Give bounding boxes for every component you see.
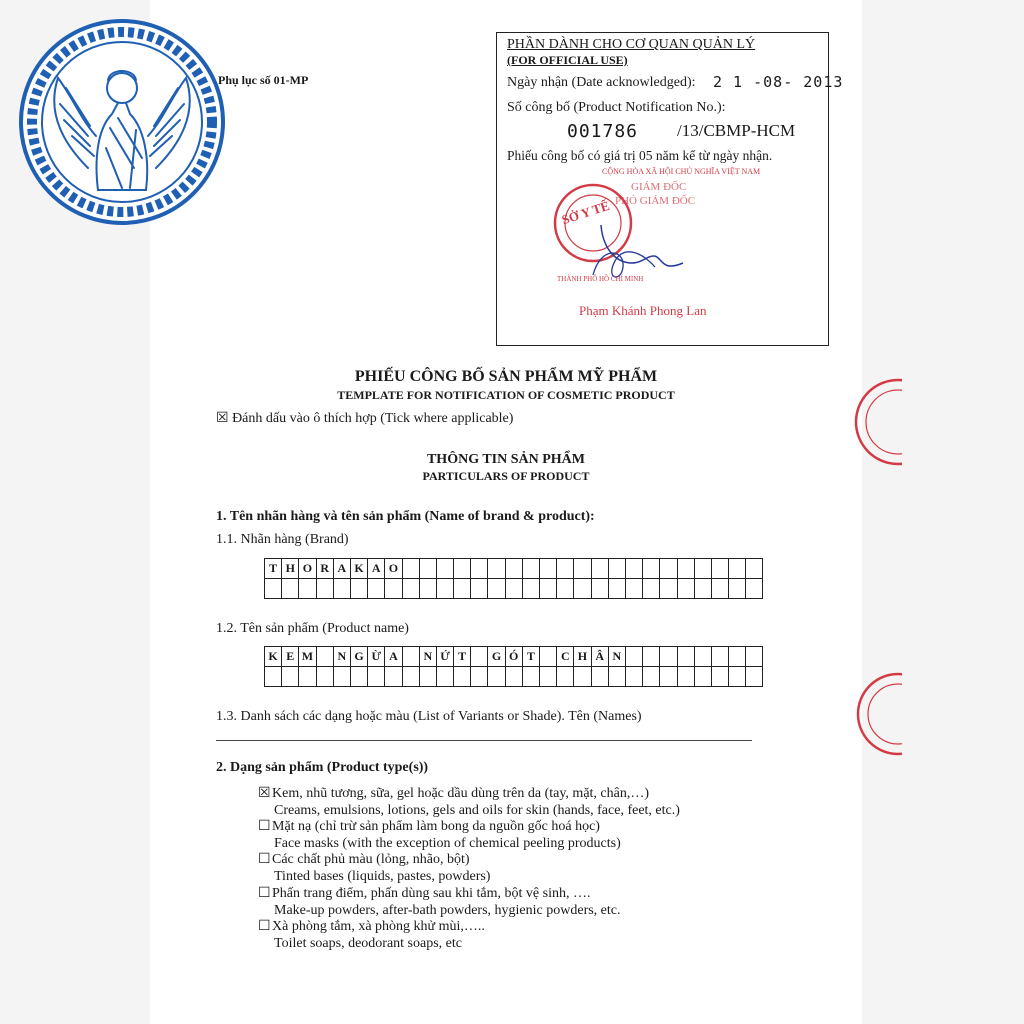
product-cell	[540, 647, 557, 667]
brand-cell: R	[316, 559, 333, 579]
product-type-en: Face masks (with the exception of chemical peeling products)	[274, 836, 621, 851]
tick-note	[216, 410, 513, 427]
section-title: THÔNG TIN SẢN PHẨM	[426, 452, 586, 467]
product-cell: Ứ	[436, 647, 453, 667]
product-type-en: Tinted bases (liquids, pastes, powders)	[274, 869, 491, 884]
seal-center-text: SỞ Y TẾ	[559, 197, 612, 228]
brand-row-1	[265, 559, 763, 579]
checkbox-icon[interactable]: ☐	[258, 819, 271, 834]
annex-label: Phụ lục số 01-MP	[218, 73, 309, 87]
product-cell	[316, 647, 333, 667]
product-cell: N	[333, 647, 350, 667]
brand-cell: A	[368, 559, 385, 579]
product-cell: Ó	[505, 647, 522, 667]
seal-ring-text: CỘNG HÒA XÃ HỘI CHỦ NGHĨA VIỆT NAM	[602, 167, 761, 176]
brand-cell: K	[350, 559, 367, 579]
product-cell: T	[454, 647, 471, 667]
product-label: 1.2. Tên sản phẩm (Product name)	[216, 621, 409, 636]
brand-row-2	[265, 579, 763, 599]
tick-note-text: Đánh dấu vào ô thích hợp (Tick where applicable)	[232, 411, 514, 426]
product-row-2	[265, 667, 763, 687]
brand-cell: A	[333, 559, 350, 579]
product-cell: Ừ	[368, 647, 385, 667]
q2-heading: 2. Dạng sản phẩm (Product type(s))	[216, 760, 429, 775]
product-type-en: Toilet soaps, deodorant soaps, etc	[274, 936, 462, 951]
variants-label: 1.3. Danh sách các dạng hoặc màu (List of Variants or Shade). Tên (Names)	[216, 709, 642, 724]
brand-cell: O	[385, 559, 402, 579]
product-type-item	[258, 785, 680, 819]
date-acknowledged-label: Ngày nhận (Date acknowledged):	[507, 75, 696, 90]
signer-title: GIÁM ĐỐC	[631, 181, 687, 193]
product-cell: G	[488, 647, 505, 667]
product-row-1	[265, 647, 763, 667]
brand-cell: H	[282, 559, 299, 579]
product-cell: N	[608, 647, 625, 667]
checked-box-icon[interactable]: ☒	[258, 786, 271, 801]
form-subtitle: TEMPLATE FOR NOTIFICATION OF COSMETIC PRODUCT	[337, 388, 675, 402]
product-type-vi: Phấn trang điểm, phấn dùng sau khi tắm, bột vệ sinh, ….	[272, 886, 591, 901]
product-type-vi: Các chất phủ màu (lỏng, nhão, bột)	[272, 852, 470, 867]
product-cell: M	[299, 647, 316, 667]
notification-number-value: 001786	[567, 121, 639, 142]
q1-heading: 1. Tên nhãn hàng và tên sản phẩm (Name of brand & product):	[216, 509, 595, 524]
product-cell	[402, 647, 419, 667]
brand-cell: O	[299, 559, 316, 579]
product-type-vi: Xà phòng tắm, xà phòng khử mùi,…..	[272, 919, 485, 934]
product-type-item	[258, 851, 490, 885]
section-subtitle: PARTICULARS OF PRODUCT	[422, 469, 590, 483]
product-type-item	[258, 885, 621, 919]
product-cell: G	[350, 647, 367, 667]
product-cell: T	[522, 647, 539, 667]
checkbox-icon[interactable]: ☐	[258, 852, 271, 867]
official-box-subtitle: (FOR OFFICIAL USE)	[507, 53, 628, 67]
product-cell: C	[557, 647, 574, 667]
checkbox-icon[interactable]: ☐	[258, 886, 271, 901]
product-type-vi: Mặt nạ (chỉ trừ sản phẩm làm bong da nguồn gốc hoá học)	[272, 819, 600, 834]
brand-cell: T	[265, 559, 282, 579]
signer-name: Phạm Khánh Phong Lan	[579, 303, 707, 318]
notification-number-suffix: /13/CBMP-HCM	[677, 121, 796, 140]
validity-note: Phiếu công bố có giá trị 05 năm kể từ ngày nhận.	[507, 148, 773, 163]
angel-emblem-icon	[18, 18, 226, 226]
product-cell: N	[419, 647, 436, 667]
divider	[216, 740, 752, 741]
product-cell: K	[265, 647, 282, 667]
product-type-vi: Kem, nhũ tương, sữa, gel hoặc dầu dùng trên da (tay, mặt, chân,…)	[272, 786, 650, 801]
product-grid	[264, 646, 763, 687]
notification-number-label: Số công bố (Product Notification No.):	[507, 100, 726, 115]
product-cell: Â	[591, 647, 608, 667]
brand-grid	[264, 558, 763, 599]
partial-seal-icon	[842, 668, 902, 768]
date-acknowledged-value: 2 1 -08- 2013	[713, 73, 844, 91]
product-type-en: Make-up powders, after-bath powders, hygienic powders, etc.	[274, 903, 621, 918]
checkbox-icon[interactable]: ☐	[258, 919, 271, 934]
product-cell: H	[574, 647, 591, 667]
product-cell	[471, 647, 488, 667]
product-type-item	[258, 818, 621, 852]
product-type-item	[258, 918, 485, 952]
signer-title-vice: PHÓ GIÁM ĐỐC	[615, 195, 696, 207]
seal-city-text: THÀNH PHỐ HỒ CHÍ MINH	[557, 275, 644, 283]
official-use-box	[496, 32, 844, 346]
product-cell: A	[385, 647, 402, 667]
checked-box-icon: ☒	[216, 411, 229, 426]
brand-label: 1.1. Nhãn hàng (Brand)	[216, 532, 349, 547]
official-box-title: PHẦN DÀNH CHO CƠ QUAN QUẢN LÝ	[507, 37, 756, 52]
product-cell: E	[282, 647, 299, 667]
form-title: PHIẾU CÔNG BỐ SẢN PHẨM MỸ PHẨM	[354, 368, 658, 385]
product-type-en: Creams, emulsions, lotions, gels and oils for skin (hands, face, feet, etc.)	[274, 803, 680, 818]
